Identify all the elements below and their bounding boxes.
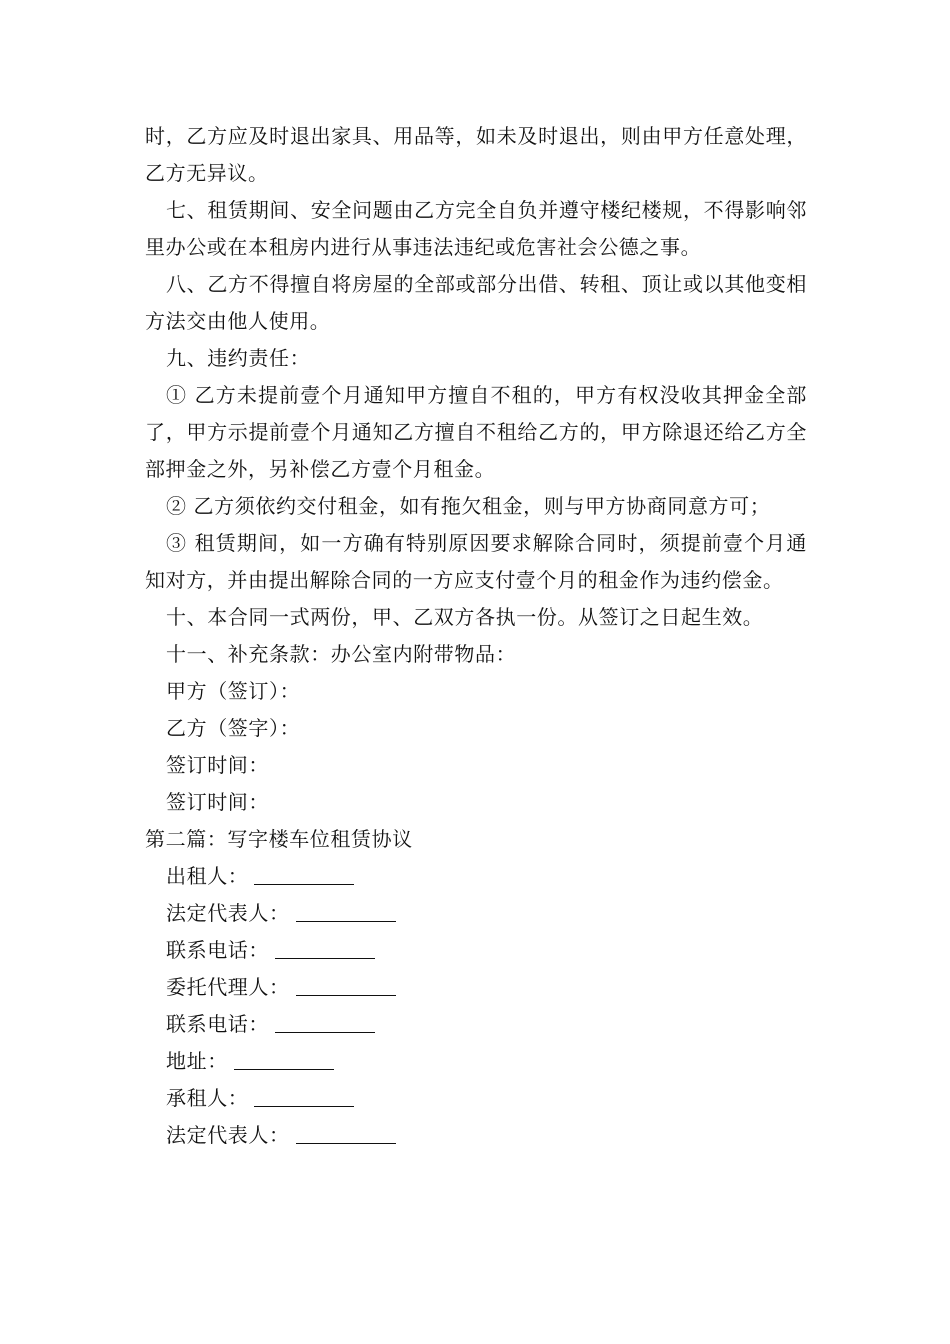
clause-7: 七、租赁期间、安全问题由乙方完全自负并遵守楼纪楼规，不得影响邻里办公或在本租房内进行从事违法违纪或危害社会公德之事。 — [145, 198, 807, 259]
field-label: 委托代理人： — [166, 975, 290, 999]
clause-9-item-2: ② 乙方须依约交付租金，如有拖欠租金，则与甲方协商同意方可； — [166, 494, 771, 518]
field-blank[interactable] — [254, 860, 354, 885]
section-title: 第二篇：写字楼车位租赁协议 — [145, 827, 413, 851]
field-blank[interactable] — [296, 897, 396, 922]
field-label: 承租人： — [166, 1086, 249, 1110]
field-blank[interactable] — [275, 1008, 375, 1033]
field-label: 法定代表人： — [166, 1123, 290, 1147]
field-label: 联系电话： — [166, 938, 269, 962]
field-label: 出租人： — [166, 864, 249, 888]
signature-party-a: 甲方（签订）： — [166, 679, 301, 703]
clause-9-item-3: ③ 租赁期间，如一方确有特别原因要求解除合同时，须提前壹个月通知对方，并由提出解除合同的一方应支付壹个月的租金作为违约偿金。 — [145, 531, 807, 592]
clause-8: 八、乙方不得擅自将房屋的全部或部分出借、转租、顶让或以其他变相方法交由他人使用。 — [145, 272, 807, 333]
signature-party-b: 乙方（签字）： — [166, 716, 301, 740]
field-blank[interactable] — [296, 1119, 396, 1144]
form-field-address — [145, 1043, 807, 1080]
field-blank[interactable] — [234, 1045, 334, 1070]
clause-9-heading: 九、违约责任： — [166, 346, 311, 370]
form-field-legal-rep — [145, 895, 807, 932]
field-label: 地址： — [166, 1049, 228, 1073]
form-field-lessor — [145, 858, 807, 895]
clause-10: 十、本合同一式两份，甲、乙双方各执一份。从签订之日起生效。 — [166, 605, 764, 629]
form-field-lessee — [145, 1080, 807, 1117]
form-field-phone — [145, 932, 807, 969]
field-blank[interactable] — [254, 1082, 354, 1107]
form-field-phone-2 — [145, 1006, 807, 1043]
field-label: 联系电话： — [166, 1012, 269, 1036]
signing-date-2: 签订时间： — [166, 790, 269, 814]
paragraph-continuation: 时，乙方应及时退出家具、用品等，如未及时退出，则由甲方任意处理，乙方无异议。 — [145, 124, 807, 185]
clause-9-item-1: ① 乙方未提前壹个月通知甲方擅自不租的，甲方有权没收其押金全部了，甲方示提前壹个月通知乙方擅自不租给乙方的，甲方除退还给乙方全部押金之外，另补偿乙方壹个月租金。 — [145, 383, 807, 481]
form-field-agent — [145, 969, 807, 1006]
form-field-legal-rep-2 — [145, 1117, 807, 1154]
field-blank[interactable] — [275, 934, 375, 959]
clause-11: 十一、补充条款：办公室内附带物品： — [166, 642, 517, 666]
signing-date-1: 签订时间： — [166, 753, 269, 777]
document-page — [145, 118, 807, 1154]
field-label: 法定代表人： — [166, 901, 290, 925]
field-blank[interactable] — [296, 971, 396, 996]
